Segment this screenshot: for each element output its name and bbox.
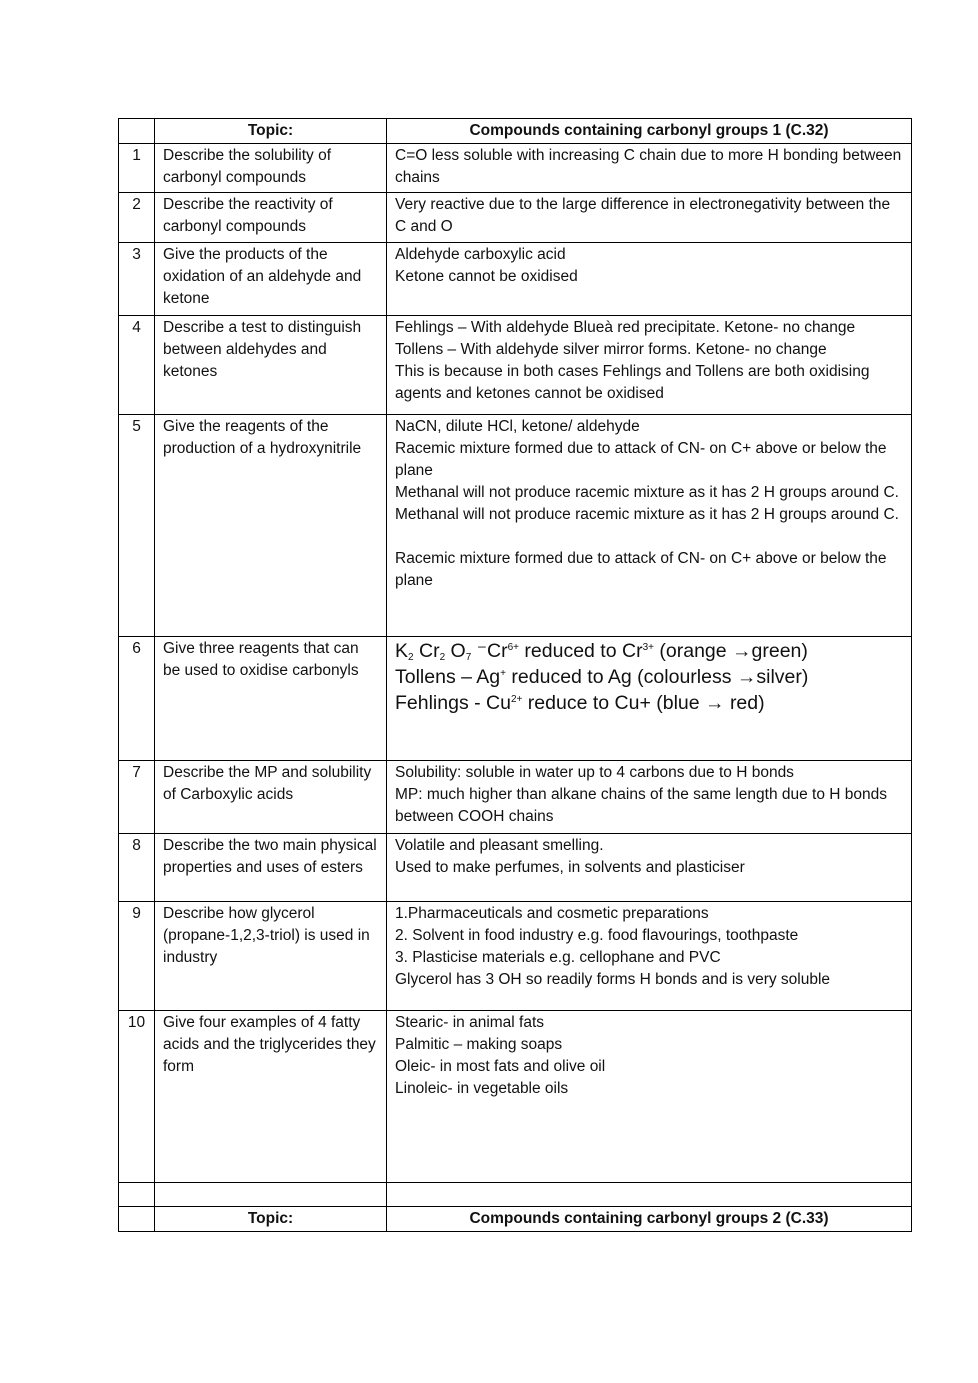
answer-cell — [387, 834, 912, 902]
answer-line: Used to make perfumes, in solvents and plasticiser — [395, 859, 745, 876]
table-row — [119, 1011, 912, 1183]
answer-cell — [387, 902, 912, 1011]
blank-line — [395, 526, 903, 548]
answer-line: Fehlings – With aldehyde Blueà red precipitate. Ketone- no change — [395, 319, 856, 336]
answer-line: Palmitic – making soaps — [395, 1036, 563, 1053]
answer-line: Linoleic- in vegetable oils — [395, 1080, 569, 1097]
row-number: 9 — [119, 902, 155, 1011]
answer-line: Methanal will not produce racemic mixture as it has 2 H groups around C. — [395, 506, 899, 523]
answer-line: 2. Solvent in food industry e.g. food flavourings, toothpaste — [395, 927, 799, 944]
answer-line: Solubility: soluble in water up to 4 carbons due to H bonds — [395, 764, 794, 781]
answer-line: Racemic mixture formed due to attack of CN- on C+ above or below the plane — [395, 550, 887, 589]
row-number: 7 — [119, 761, 155, 834]
table-row — [119, 834, 912, 902]
table-row — [119, 144, 912, 193]
answer-cell — [387, 144, 912, 193]
empty-cell — [387, 1183, 912, 1207]
table-row — [119, 316, 912, 415]
header-num-cell — [119, 119, 155, 144]
question-cell: Give four examples of 4 fatty acids and the triglycerides they form — [155, 1011, 387, 1183]
row-number: 3 — [119, 243, 155, 316]
answer-line: Racemic mixture formed due to attack of CN- on C+ above or below the plane — [395, 440, 887, 479]
table-row — [119, 243, 912, 316]
answer-cell — [387, 637, 912, 761]
row-number: 6 — [119, 637, 155, 761]
row-number: 10 — [119, 1011, 155, 1183]
question-cell: Describe the reactivity of carbonyl compounds — [155, 193, 387, 243]
question-cell: Describe a test to distinguish between aldehydes and ketones — [155, 316, 387, 415]
header-num-cell — [119, 1207, 155, 1232]
topic-label: Topic: — [155, 1207, 387, 1232]
topic-title: Compounds containing carbonyl groups 2 (C.33) — [387, 1207, 912, 1232]
topic-title: Compounds containing carbonyl groups 1 (C.32) — [387, 119, 912, 144]
answer-cell — [387, 316, 912, 415]
answer-line: Stearic- in animal fats — [395, 1014, 545, 1031]
answer-line: Tollens – With aldehyde silver mirror forms. Ketone- no change — [395, 341, 827, 358]
answer-line: Ketone cannot be oxidised — [395, 268, 578, 285]
answer-line: Oleic- in most fats and olive oil — [395, 1058, 606, 1075]
revision-table — [118, 118, 912, 1232]
topic-header-row — [119, 1207, 912, 1232]
answer-cell — [387, 243, 912, 316]
topic-label: Topic: — [155, 119, 387, 144]
row-number: 5 — [119, 415, 155, 637]
empty-cell — [155, 1183, 387, 1207]
question-cell: Describe the MP and solubility of Carboxylic acids — [155, 761, 387, 834]
table-row — [119, 637, 912, 761]
answer-line: Very reactive due to the large difference in electronegativity between the C and O — [395, 196, 891, 235]
answer-line: MP: much higher than alkane chains of the same length due to H bonds between COOH chains — [395, 786, 887, 825]
answer-line: 1.Pharmaceuticals and cosmetic preparations — [395, 905, 709, 922]
topic-header-row — [119, 119, 912, 144]
question-cell: Describe the two main physical properties and uses of esters — [155, 834, 387, 902]
question-cell: Describe the solubility of carbonyl compounds — [155, 144, 387, 193]
answer-line: NaCN, dilute HCl, ketone/ aldehyde — [395, 418, 640, 435]
answer-line: Aldehyde carboxylic acid — [395, 246, 566, 263]
answer-line: Methanal will not produce racemic mixture as it has 2 H groups around C. — [395, 484, 899, 501]
question-cell: Give the reagents of the production of a hydroxynitrile — [155, 415, 387, 637]
row-number: 8 — [119, 834, 155, 902]
question-cell: Give three reagents that can be used to oxidise carbonyls — [155, 637, 387, 761]
dichromate-line: $K_2$ $Cr_2$ $O_7$ $^-Cr^{6+}$ reduced to $Cr^{3+}$ (orange →green) — [395, 640, 808, 663]
question-cell: Give the products of the oxidation of an aldehyde and ketone — [155, 243, 387, 316]
row-number: 4 — [119, 316, 155, 415]
answer-cell — [387, 1011, 912, 1183]
answer-line: Volatile and pleasant smelling. — [395, 837, 604, 854]
empty-cell — [119, 1183, 155, 1207]
answer-line: C=O less soluble with increasing C chain due to more H bonding between chains — [395, 147, 902, 186]
answer-line: This is because in both cases Fehlings and Tollens are both oxidising agents and ketones cannot be oxidised — [395, 363, 870, 402]
question-cell: Describe how glycerol (propane-1,2,3-triol) is used in industry — [155, 902, 387, 1011]
table-row — [119, 193, 912, 243]
fehlings-line: Fehlings - $Cu^{2+}$ reduce to Cu+ (blue → red) — [395, 692, 765, 714]
tollens-line: Tollens – Ag+ reduced to Ag (colourless →silver) — [395, 666, 809, 688]
answer-cell — [387, 415, 912, 637]
table-row — [119, 902, 912, 1011]
empty-row — [119, 1183, 912, 1207]
table-row — [119, 761, 912, 834]
row-number: 1 — [119, 144, 155, 193]
row-number: 2 — [119, 193, 155, 243]
answer-cell — [387, 193, 912, 243]
answer-cell — [387, 761, 912, 834]
answer-line: Glycerol has 3 OH so readily forms H bonds and is very soluble — [395, 971, 831, 988]
table-row — [119, 415, 912, 637]
answer-line: 3. Plasticise materials e.g. cellophane and PVC — [395, 949, 721, 966]
